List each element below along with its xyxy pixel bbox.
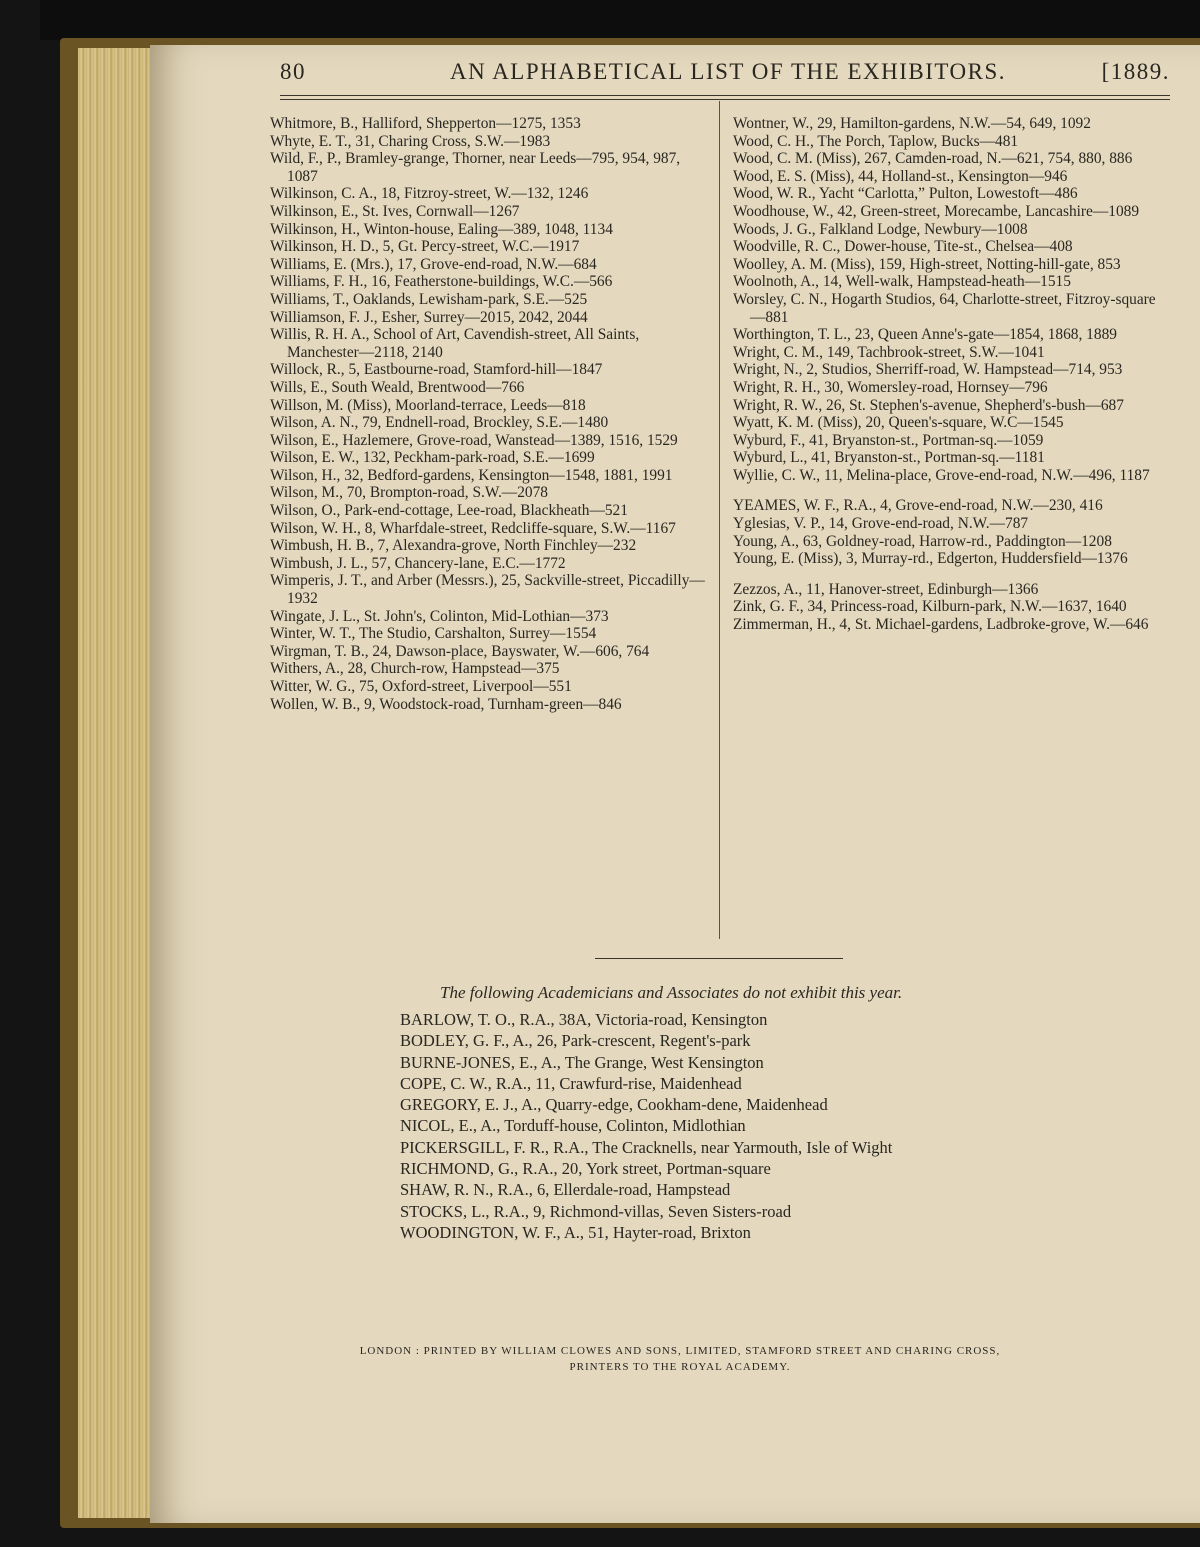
exhibitor-entry: Whyte, E. T., 31, Charing Cross, S.W.—1983 <box>270 132 551 150</box>
exhibitor-entry: Wilkinson, E., St. Ives, Cornwall—1267 <box>270 202 520 220</box>
academicians-heading: The following Academicians and Associates do not exhibit this year. <box>440 983 903 1002</box>
y-entries <box>733 497 1169 567</box>
exhibitor-entry: Winter, W. T., The Studio, Carshalton, Surrey—1554 <box>270 625 597 643</box>
exhibitor-entry: Wood, C. H., The Porch, Taplow, Bucks—481 <box>733 132 1019 150</box>
academician-entry: WOODINGTON, W. F., A., 51, Hayter-road, Brixton <box>400 1222 751 1242</box>
exhibitor-entry: Wyatt, K. M. (Miss), 20, Queen's-square, W.C—1545 <box>733 414 1064 432</box>
exhibitor-entry: Willis, R. H. A., School of Art, Cavendish-street, All Saints, Manchester—2118, 2140 <box>270 326 640 361</box>
academician-entry: SHAW, R. N., R.A., 6, Ellerdale-road, Hampstead <box>400 1180 731 1200</box>
exhibitor-entry: Wingate, J. L., St. John's, Colinton, Mid-Lothian—373 <box>270 607 609 625</box>
exhibitor-entry: Williams, T., Oaklands, Lewisham-park, S.E.—525 <box>270 290 588 308</box>
page-fore-edge <box>78 48 158 1518</box>
running-title: AN ALPHABETICAL LIST OF THE EXHIBITORS. <box>450 59 1006 84</box>
exhibitor-entry: Wimbush, J. L., 57, Chancery-lane, E.C.—1772 <box>270 554 566 572</box>
w-entries <box>733 115 1169 484</box>
exhibitor-entry: Wyllie, C. W., 11, Melina-place, Grove-end-road, N.W.—496, 1187 <box>733 466 1150 484</box>
exhibitor-entry: Wirgman, T. B., 24, Dawson-place, Bayswater, W.—606, 764 <box>270 642 650 660</box>
exhibitor-entry: Wollen, W. B., 9, Woodstock-road, Turnham-green—846 <box>270 695 622 713</box>
printer-imprint <box>230 1343 1130 1375</box>
column-divider <box>719 101 720 939</box>
exhibitor-entry: Wood, E. S. (Miss), 44, Holland-st., Kensington—946 <box>733 167 1068 185</box>
imprint-line-1: LONDON : PRINTED BY WILLIAM CLOWES AND SONS, LIMITED, STAMFORD STREET AND CHARING CROSS, <box>359 1345 1001 1357</box>
academician-entry: COPE, C. W., R.A., 11, Crawfurd-rise, Maidenhead <box>400 1073 742 1093</box>
exhibitor-entry: Zezzos, A., 11, Hanover-street, Edinburgh—1366 <box>733 580 1039 598</box>
exhibitor-entry: Wilson, A. N., 79, Endnell-road, Brockley, S.E.—1480 <box>270 414 609 432</box>
right-column <box>733 115 1169 634</box>
exhibitor-entry: Williams, F. H., 16, Featherstone-buildings, W.C.—566 <box>270 273 613 291</box>
exhibitor-entry: Whitmore, B., Halliford, Shepperton—1275, 1353 <box>270 115 581 132</box>
exhibitor-entry: Wilson, E., Hazlemere, Grove-road, Wanstead—1389, 1516, 1529 <box>270 431 678 449</box>
exhibitor-entry: Wright, R. H., 30, Womersley-road, Hornsey—796 <box>733 378 1048 396</box>
exhibitor-entry: Yglesias, V. P., 14, Grove-end-road, N.W.—787 <box>733 515 1029 533</box>
academician-entry: STOCKS, L., R.A., 9, Richmond-villas, Seven Sisters-road <box>400 1201 792 1221</box>
academician-entry: RICHMOND, G., R.A., 20, York street, Portman-square <box>400 1159 771 1179</box>
exhibitor-entry: Zimmerman, H., 4, St. Michael-gardens, Ladbroke-grove, W.—646 <box>733 616 1149 634</box>
exhibitor-entry: Willock, R., 5, Eastbourne-road, Stamford-hill—1847 <box>270 361 603 379</box>
left-column <box>270 115 708 713</box>
page-number: 80 <box>280 59 306 84</box>
academician-entry: GREGORY, E. J., A., Quarry-edge, Cookham-dene, Maidenhead <box>400 1095 828 1115</box>
academician-entry: NICOL, E., A., Torduff-house, Colinton, Midlothian <box>400 1116 746 1136</box>
exhibitor-entry: Young, A., 63, Goldney-road, Harrow-rd., Paddington—1208 <box>733 532 1112 550</box>
exhibitor-entry: Worsley, C. N., Hogarth Studios, 64, Charlotte-street, Fitzroy-square—881 <box>733 290 1156 326</box>
academicians-list <box>400 1009 892 1243</box>
imprint-line-2: PRINTERS TO THE ROYAL ACADEMY. <box>569 1361 791 1373</box>
academician-entry: BODLEY, G. F., A., 26, Park-crescent, Regent's-park <box>400 1031 751 1051</box>
exhibitor-entry: Wimperis, J. T., and Arber (Messrs.), 25, Sackville-street, Piccadilly—1932 <box>270 572 705 608</box>
exhibitor-entry: Wright, R. W., 26, St. Stephen's-avenue, Shepherd's-bush—687 <box>733 396 1124 414</box>
academician-entry: BARLOW, T. O., R.A., 38A, Victoria-road, Kensington <box>400 1010 768 1029</box>
exhibitor-entry: Worthington, T. L., 23, Queen Anne's-gate—1854, 1868, 1889 <box>733 326 1117 344</box>
exhibitor-entry: Woodville, R. C., Dower-house, Tite-st., Chelsea—408 <box>733 238 1073 256</box>
exhibitor-entry: Zink, G. F., 34, Princess-road, Kilburn-park, N.W.—1637, 1640 <box>733 598 1127 616</box>
page-header <box>280 59 1170 89</box>
header-rule-thin <box>280 99 1170 100</box>
header-rule <box>280 95 1170 96</box>
exhibitor-entry: Williamson, F. J., Esher, Surrey—2015, 2042, 2044 <box>270 308 588 326</box>
exhibitor-entry: Wimbush, H. B., 7, Alexandra-grove, North Finchley—232 <box>270 537 637 555</box>
book-cover-top <box>40 0 1200 40</box>
exhibitor-entry: Wilkinson, C. A., 18, Fitzroy-street, W.—132, 1246 <box>270 185 589 203</box>
exhibitor-entry: Wilson, E. W., 132, Peckham-park-road, S.E.—1699 <box>270 449 595 467</box>
exhibitor-entry: Witter, W. G., 75, Oxford-street, Liverpool—551 <box>270 678 572 695</box>
exhibitor-entry: Wilkinson, H., Winton-house, Ealing—389, 1048, 1134 <box>270 220 613 238</box>
exhibitor-entry: Young, E. (Miss), 3, Murray-rd., Edgerton, Huddersfield—1376 <box>733 550 1128 568</box>
academician-entry: PICKERSGILL, F. R., R.A., The Cracknells, near Yarmouth, Isle of Wight <box>400 1137 893 1157</box>
exhibitor-entry: Wilson, O., Park-end-cottage, Lee-road, Blackheath—521 <box>270 502 628 520</box>
exhibitor-entry: Wright, C. M., 149, Tachbrook-street, S.W.—1041 <box>733 343 1045 361</box>
exhibitor-entry: Wood, C. M. (Miss), 267, Camden-road, N.—621, 754, 880, 886 <box>733 150 1133 168</box>
exhibitor-entry: YEAMES, W. F., R.A., 4, Grove-end-road, N.W.—230, 416 <box>733 497 1103 515</box>
academician-entry: BURNE-JONES, E., A., The Grange, West Kensington <box>400 1052 764 1072</box>
exhibitor-entry: Wilkinson, H. D., 5, Gt. Percy-street, W.C.—1917 <box>270 238 580 256</box>
exhibitor-entry: Wyburd, F., 41, Bryanston-st., Portman-sq.—1059 <box>733 431 1044 449</box>
exhibitor-entry: Woodhouse, W., 42, Green-street, Morecambe, Lancashire—1089 <box>733 202 1140 220</box>
exhibitor-entry: Wilson, H., 32, Bedford-gardens, Kensington—1548, 1881, 1991 <box>270 466 673 484</box>
exhibitor-entry: Wood, W. R., Yacht “Carlotta,” Pulton, Lowestoft—486 <box>733 185 1078 203</box>
section-divider <box>595 958 843 959</box>
section-gap <box>733 568 1169 581</box>
book-page <box>150 45 1200 1523</box>
exhibitor-entry: Wilson, M., 70, Brompton-road, S.W.—2078 <box>270 484 548 502</box>
exhibitor-entry: Wontner, W., 29, Hamilton-gardens, N.W.—54, 649, 1092 <box>733 115 1091 132</box>
z-entries <box>733 581 1169 634</box>
exhibitor-entry: Wright, N., 2, Studios, Sherriff-road, W. Hampstead—714, 953 <box>733 361 1123 379</box>
exhibitor-entry: Woods, J. G., Falkland Lodge, Newbury—1008 <box>733 220 1028 238</box>
exhibitor-entry: Wild, F., P., Bramley-grange, Thorner, near Leeds—795, 954, 987, 1087 <box>270 150 681 185</box>
section-gap <box>733 484 1169 497</box>
exhibitor-entry: Williams, E. (Mrs.), 17, Grove-end-road, N.W.—684 <box>270 255 597 273</box>
exhibitor-entry: Wyburd, L., 41, Bryanston-st., Portman-sq.—1181 <box>733 449 1045 467</box>
exhibitor-entry: Wilson, W. H., 8, Wharfdale-street, Redcliffe-square, S.W.—1167 <box>270 519 676 537</box>
exhibitor-entry: Willson, M. (Miss), Moorland-terrace, Leeds—818 <box>270 396 586 414</box>
exhibitor-entry: Withers, A., 28, Church-row, Hampstead—375 <box>270 660 560 678</box>
running-year: [1889. <box>1101 59 1170 84</box>
exhibitor-entry: Wills, E., South Weald, Brentwood—766 <box>270 378 525 396</box>
exhibitor-entry: Woolnoth, A., 14, Well-walk, Hampstead-heath—1515 <box>733 273 1071 291</box>
exhibitor-entry: Woolley, A. M. (Miss), 159, High-street, Notting-hill-gate, 853 <box>733 255 1121 273</box>
